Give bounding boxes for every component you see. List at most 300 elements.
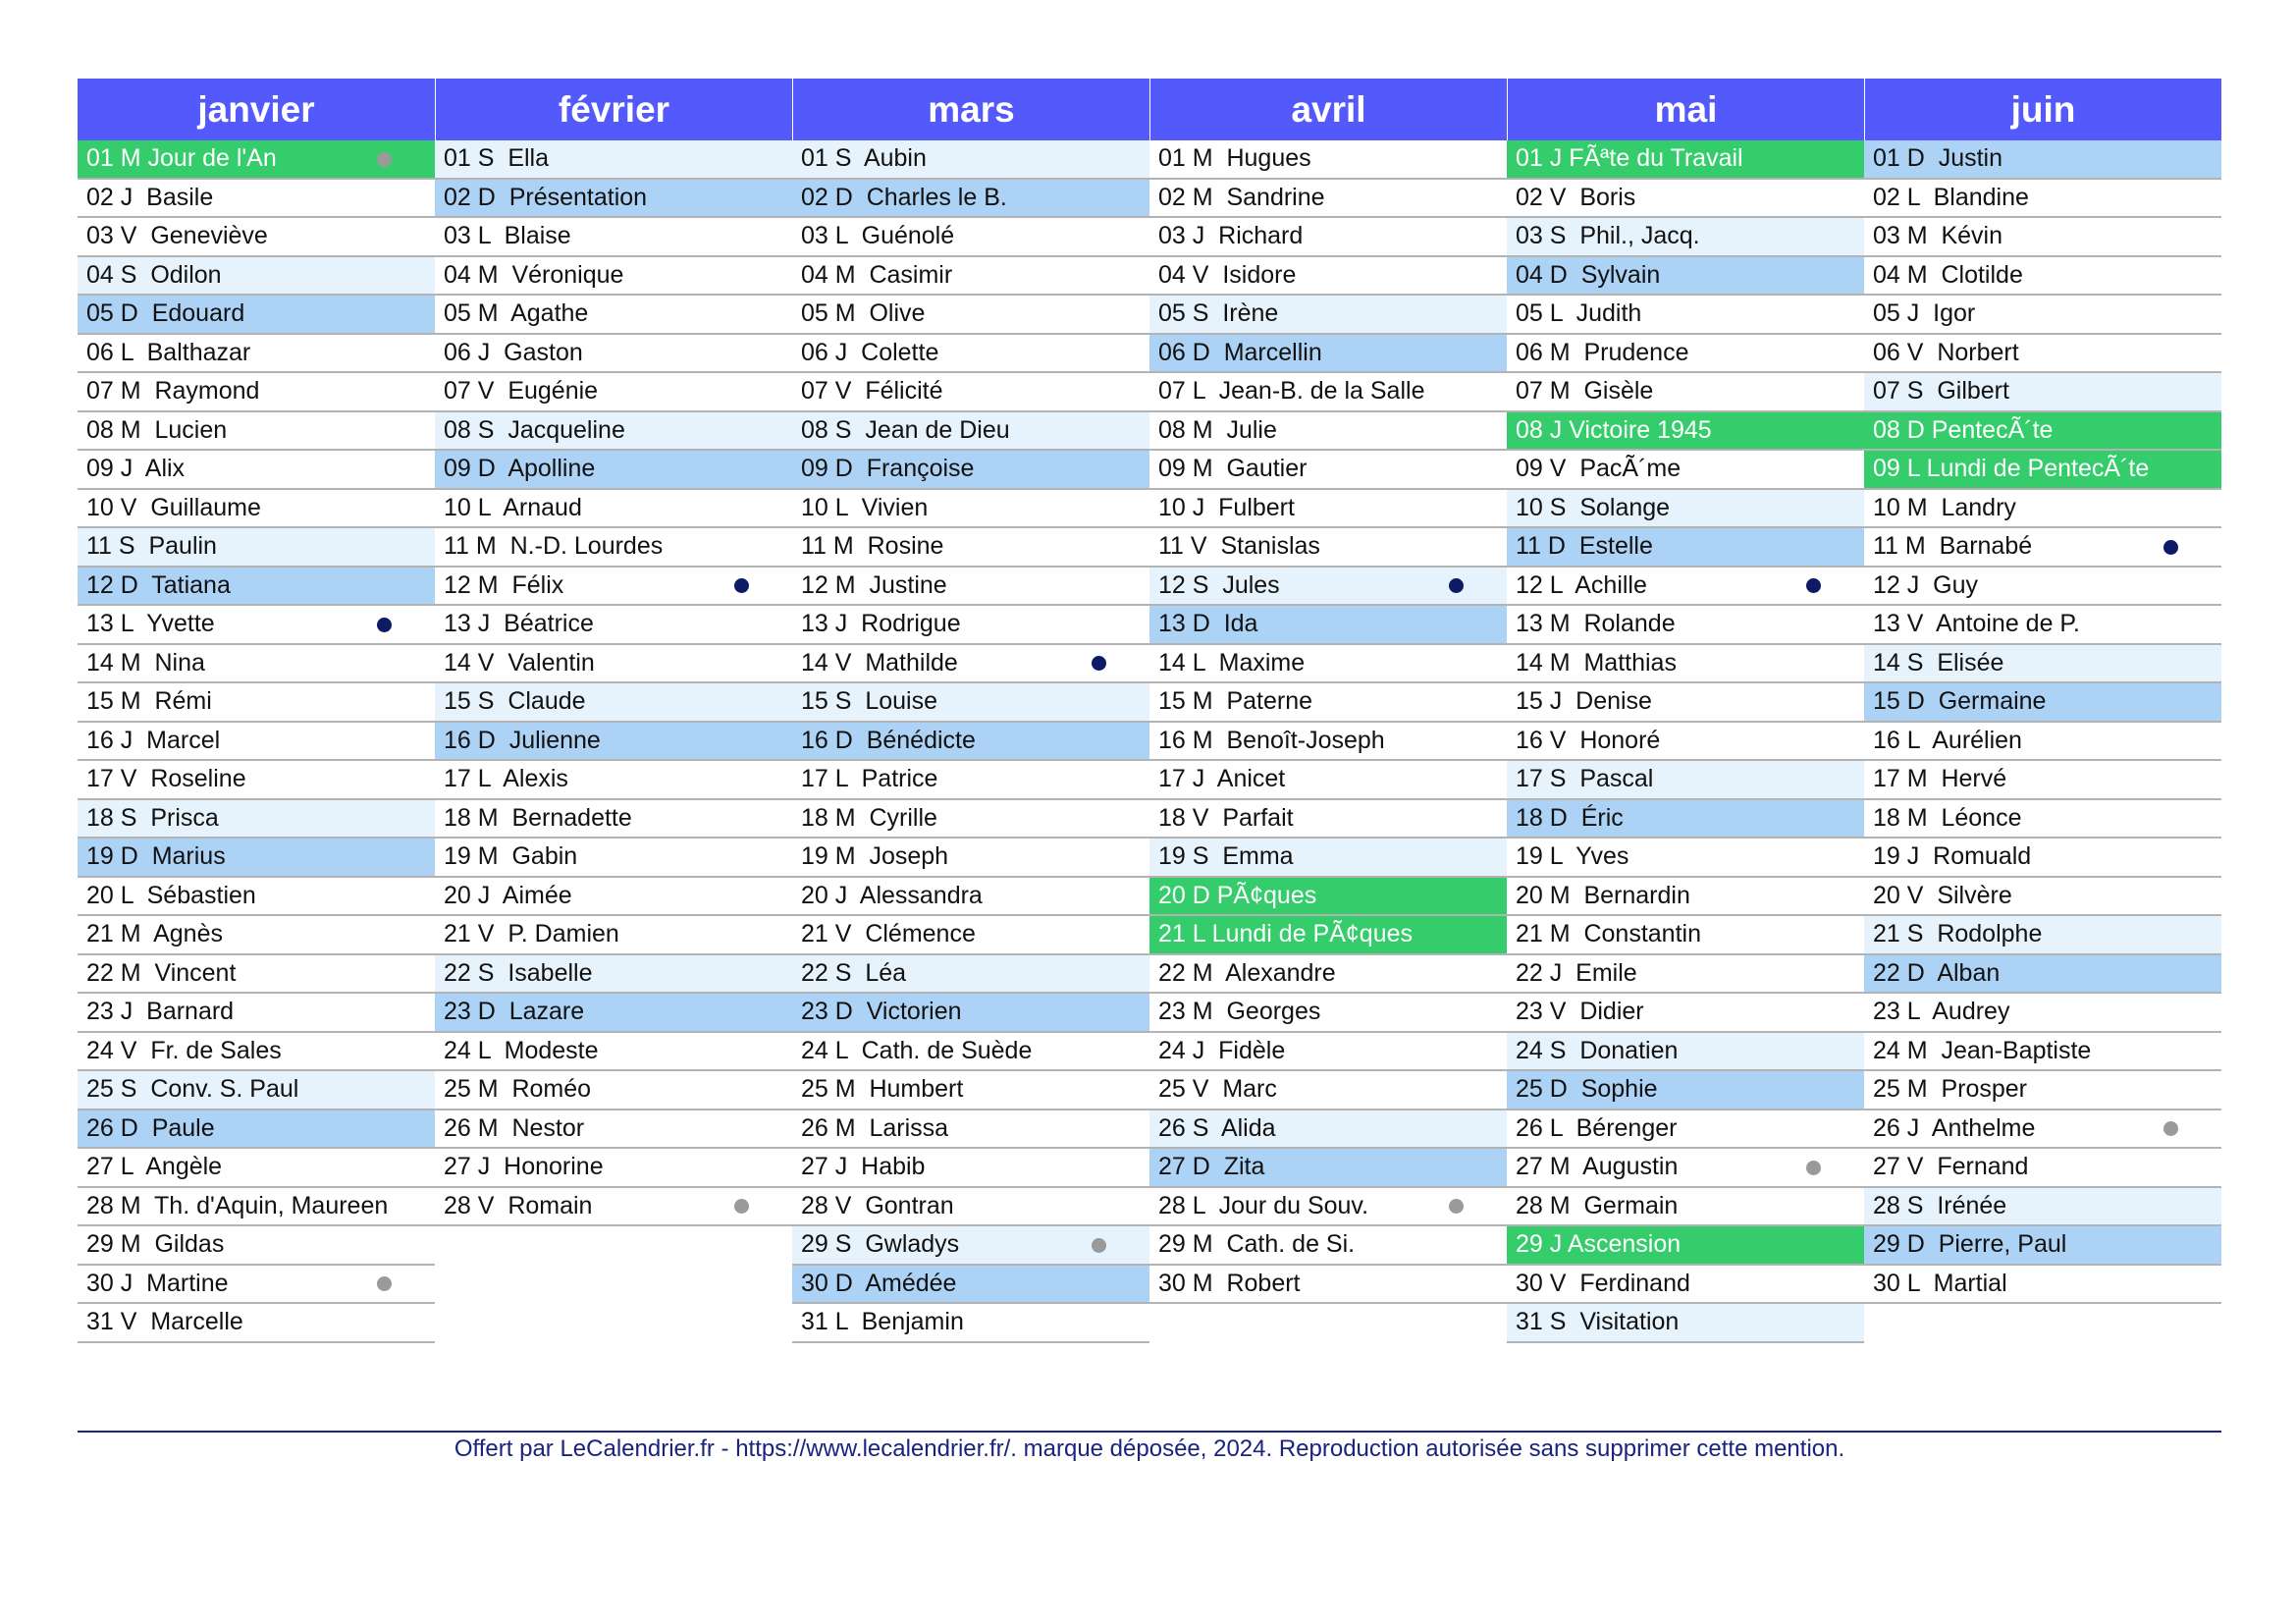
day-row xyxy=(1507,180,1864,217)
day-row xyxy=(1864,451,2221,488)
day-row xyxy=(435,1188,792,1225)
day-row xyxy=(1507,683,1864,721)
day-row xyxy=(1149,1226,1507,1264)
day-row xyxy=(792,1304,1149,1341)
day-label: 24 M Jean-Baptiste xyxy=(1873,1036,2092,1064)
day-label: 19 S Emma xyxy=(1158,842,1294,871)
day-row xyxy=(1864,800,2221,838)
day-label: 15 D Germaine xyxy=(1873,687,2047,716)
full-moon-icon xyxy=(377,1276,392,1291)
day-row xyxy=(1864,140,2221,178)
day-row xyxy=(792,606,1149,643)
full-moon-icon xyxy=(377,152,392,167)
day-label: 13 J Béatrice xyxy=(444,610,594,638)
day-label: 04 S Odilon xyxy=(86,260,222,289)
day-label: 02 D Présentation xyxy=(444,183,648,211)
day-label: 13 D Ida xyxy=(1158,610,1258,638)
day-label: 21 L Lundi de PÃ¢ques xyxy=(1158,920,1414,948)
day-row xyxy=(792,955,1149,993)
day-label: 14 V Valentin xyxy=(444,648,595,677)
day-row xyxy=(1507,490,1864,527)
day-label: 18 M Léonce xyxy=(1873,803,2022,832)
day-row xyxy=(1507,218,1864,255)
day-label: 04 V Isidore xyxy=(1158,260,1297,289)
day-row xyxy=(1507,373,1864,410)
day-row xyxy=(792,1188,1149,1225)
day-label: 09 D Françoise xyxy=(801,455,975,483)
day-row xyxy=(1864,335,2221,372)
day-label: 06 D Marcellin xyxy=(1158,338,1322,366)
day-label: 16 J Marcel xyxy=(86,726,221,754)
day-row xyxy=(1507,606,1864,643)
day-label: 26 J Anthelme xyxy=(1873,1113,2036,1142)
day-label: 15 S Claude xyxy=(444,687,586,716)
day-row xyxy=(1149,878,1507,915)
day-label: 19 M Joseph xyxy=(801,842,949,871)
day-label: 20 M Bernardin xyxy=(1516,881,1690,909)
new-moon-icon xyxy=(377,618,392,632)
day-row xyxy=(1864,1033,2221,1070)
day-row xyxy=(1507,1266,1864,1303)
day-row xyxy=(1864,839,2221,876)
month-header-mars: mars xyxy=(792,79,1149,140)
day-label: 13 V Antoine de P. xyxy=(1873,610,2080,638)
day-label: 18 S Prisca xyxy=(86,803,219,832)
day-row xyxy=(78,800,435,838)
day-label: 20 V Silvère xyxy=(1873,881,2012,909)
full-moon-icon xyxy=(1449,1199,1464,1214)
day-label: 23 V Didier xyxy=(1516,998,1644,1026)
day-row xyxy=(78,1188,435,1225)
day-row xyxy=(78,994,435,1031)
day-label: 02 L Blandine xyxy=(1873,183,2029,211)
day-label: 16 L Aurélien xyxy=(1873,726,2022,754)
day-label: 23 L Audrey xyxy=(1873,998,2010,1026)
day-label: 20 J Alessandra xyxy=(801,881,983,909)
day-row xyxy=(435,412,792,450)
day-label: 18 D Éric xyxy=(1516,803,1624,832)
day-label: 16 D Bénédicte xyxy=(801,726,976,754)
day-row xyxy=(1149,412,1507,450)
day-label: 26 M Nestor xyxy=(444,1113,585,1142)
day-label: 05 M Olive xyxy=(801,299,926,328)
day-row xyxy=(1149,568,1507,605)
day-row xyxy=(1149,1071,1507,1109)
day-row xyxy=(792,1071,1149,1109)
day-row xyxy=(1864,1071,2221,1109)
day-row xyxy=(435,218,792,255)
day-label: 26 M Larissa xyxy=(801,1113,949,1142)
day-row xyxy=(1507,1033,1864,1070)
day-label: 11 M Barnabé xyxy=(1873,532,2033,561)
day-label: 01 D Justin xyxy=(1873,144,2003,173)
day-row xyxy=(1149,800,1507,838)
day-label: 11 V Stanislas xyxy=(1158,532,1320,561)
day-row xyxy=(435,683,792,721)
day-label: 22 J Emile xyxy=(1516,958,1637,987)
day-row xyxy=(1149,1188,1507,1225)
day-row xyxy=(1149,296,1507,333)
day-label: 11 S Paulin xyxy=(86,532,217,561)
day-label: 24 L Cath. de Suède xyxy=(801,1036,1033,1064)
day-row xyxy=(1507,257,1864,295)
day-row xyxy=(792,335,1149,372)
day-label: 20 J Aimée xyxy=(444,881,572,909)
day-row xyxy=(1864,761,2221,798)
day-label: 14 V Mathilde xyxy=(801,648,958,677)
day-label: 13 J Rodrigue xyxy=(801,610,961,638)
day-label: 21 V P. Damien xyxy=(444,920,619,948)
day-row xyxy=(78,140,435,178)
day-label: 13 L Yvette xyxy=(86,610,215,638)
day-label: 24 V Fr. de Sales xyxy=(86,1036,282,1064)
day-row xyxy=(1864,180,2221,217)
day-row xyxy=(78,528,435,566)
day-row xyxy=(435,257,792,295)
day-row xyxy=(1507,568,1864,605)
day-label: 30 D Amédée xyxy=(801,1269,957,1297)
day-label: 01 S Aubin xyxy=(801,144,927,173)
day-label: 11 M N.-D. Lourdes xyxy=(444,532,664,561)
day-row xyxy=(435,1110,792,1148)
day-row xyxy=(435,800,792,838)
day-label: 25 D Sophie xyxy=(1516,1075,1658,1104)
day-label: 30 V Ferdinand xyxy=(1516,1269,1690,1297)
day-label: 27 D Zita xyxy=(1158,1153,1265,1181)
day-label: 14 L Maxime xyxy=(1158,648,1306,677)
day-label: 17 L Alexis xyxy=(444,765,568,793)
day-label: 21 S Rodolphe xyxy=(1873,920,2043,948)
day-label: 01 M Jour de l'An xyxy=(86,144,277,173)
day-row xyxy=(1149,1266,1507,1303)
day-label: 15 M Paterne xyxy=(1158,687,1313,716)
day-row xyxy=(1149,335,1507,372)
day-row xyxy=(1149,723,1507,760)
day-label: 03 J Richard xyxy=(1158,222,1304,250)
day-row xyxy=(78,723,435,760)
day-row xyxy=(1149,606,1507,643)
day-label: 05 M Agathe xyxy=(444,299,589,328)
day-row xyxy=(78,878,435,915)
day-label: 20 D PÃ¢ques xyxy=(1158,881,1317,909)
day-label: 13 M Rolande xyxy=(1516,610,1676,638)
day-row xyxy=(78,296,435,333)
day-label: 27 J Honorine xyxy=(444,1153,604,1181)
day-row xyxy=(1149,916,1507,953)
day-label: 18 M Bernadette xyxy=(444,803,632,832)
new-moon-icon xyxy=(1092,656,1106,671)
day-row xyxy=(435,568,792,605)
day-row xyxy=(792,800,1149,838)
day-label: 05 S Irène xyxy=(1158,299,1279,328)
day-label: 29 M Cath. de Si. xyxy=(1158,1230,1356,1259)
day-row xyxy=(792,490,1149,527)
day-label: 28 V Romain xyxy=(444,1191,593,1219)
day-list xyxy=(1864,140,2221,1302)
day-row xyxy=(1507,1304,1864,1341)
day-row xyxy=(1864,257,2221,295)
day-row xyxy=(792,839,1149,876)
day-row xyxy=(1864,723,2221,760)
day-row xyxy=(1507,994,1864,1031)
day-label: 02 J Basile xyxy=(86,183,214,211)
day-row xyxy=(78,451,435,488)
day-label: 14 S Elisée xyxy=(1873,648,2004,677)
day-row xyxy=(78,180,435,217)
day-label: 19 L Yves xyxy=(1516,842,1629,871)
day-row xyxy=(435,490,792,527)
day-label: 10 V Guillaume xyxy=(86,493,261,521)
day-row xyxy=(792,296,1149,333)
day-row xyxy=(1864,373,2221,410)
day-label: 09 D Apolline xyxy=(444,455,596,483)
day-row xyxy=(78,1110,435,1148)
day-label: 23 M Georges xyxy=(1158,998,1321,1026)
day-label: 21 V Clémence xyxy=(801,920,976,948)
day-label: 15 M Rémi xyxy=(86,687,212,716)
day-label: 03 V Geneviève xyxy=(86,222,268,250)
day-label: 08 D PentecÃ´te xyxy=(1873,415,2054,444)
day-row xyxy=(1149,1110,1507,1148)
day-row xyxy=(435,180,792,217)
day-label: 12 S Jules xyxy=(1158,570,1280,599)
day-row xyxy=(78,839,435,876)
day-list xyxy=(435,140,792,1224)
day-row xyxy=(435,140,792,178)
day-row xyxy=(1864,528,2221,566)
day-row xyxy=(435,1033,792,1070)
day-row xyxy=(78,683,435,721)
day-row xyxy=(1149,645,1507,682)
day-label: 12 D Tatiana xyxy=(86,570,231,599)
day-row xyxy=(435,1149,792,1186)
day-label: 23 D Victorien xyxy=(801,998,962,1026)
full-moon-icon xyxy=(734,1199,749,1214)
day-label: 07 V Eugénie xyxy=(444,377,599,406)
day-label: 02 M Sandrine xyxy=(1158,183,1325,211)
day-label: 31 V Marcelle xyxy=(86,1308,243,1336)
day-label: 27 M Augustin xyxy=(1516,1153,1679,1181)
day-list xyxy=(792,140,1149,1341)
day-label: 20 L Sébastien xyxy=(86,881,256,909)
day-row xyxy=(1149,490,1507,527)
day-row xyxy=(435,335,792,372)
day-label: 28 L Jour du Souv. xyxy=(1158,1191,1369,1219)
day-label: 29 D Pierre, Paul xyxy=(1873,1230,2067,1259)
day-label: 24 L Modeste xyxy=(444,1036,599,1064)
day-label: 16 M Benoît-Joseph xyxy=(1158,726,1385,754)
day-label: 01 J FÃªte du Travail xyxy=(1516,144,1743,173)
day-label: 25 V Marc xyxy=(1158,1075,1277,1104)
day-row xyxy=(1864,955,2221,993)
day-row xyxy=(1149,218,1507,255)
day-label: 26 D Paule xyxy=(86,1113,215,1142)
day-label: 27 J Habib xyxy=(801,1153,926,1181)
day-label: 09 M Gautier xyxy=(1158,455,1308,483)
day-row xyxy=(78,955,435,993)
day-row xyxy=(78,373,435,410)
month-column xyxy=(792,79,1149,1343)
day-row xyxy=(1149,451,1507,488)
day-label: 15 J Denise xyxy=(1516,687,1652,716)
day-label: 04 M Casimir xyxy=(801,260,953,289)
day-row xyxy=(1507,335,1864,372)
day-row xyxy=(1507,1149,1864,1186)
day-row xyxy=(1864,412,2221,450)
day-row xyxy=(1864,916,2221,953)
day-row xyxy=(435,606,792,643)
day-label: 05 J Igor xyxy=(1873,299,1976,328)
day-label: 04 D Sylvain xyxy=(1516,260,1661,289)
day-label: 07 V Félicité xyxy=(801,377,943,406)
day-label: 23 D Lazare xyxy=(444,998,585,1026)
day-row xyxy=(1864,606,2221,643)
day-row xyxy=(435,451,792,488)
day-row xyxy=(435,916,792,953)
day-row xyxy=(1507,761,1864,798)
day-row xyxy=(1149,994,1507,1031)
day-label: 11 M Rosine xyxy=(801,532,944,561)
day-label: 30 J Martine xyxy=(86,1269,229,1297)
calendar-grid xyxy=(78,79,2221,1343)
day-label: 18 V Parfait xyxy=(1158,803,1294,832)
day-label: 17 L Patrice xyxy=(801,765,938,793)
day-row xyxy=(435,955,792,993)
day-label: 08 J Victoire 1945 xyxy=(1516,415,1712,444)
day-label: 06 M Prudence xyxy=(1516,338,1689,366)
day-row xyxy=(792,257,1149,295)
day-row xyxy=(1149,140,1507,178)
day-label: 08 S Jacqueline xyxy=(444,415,625,444)
day-row xyxy=(1149,839,1507,876)
day-label: 31 S Visitation xyxy=(1516,1308,1680,1336)
day-row xyxy=(78,568,435,605)
day-row xyxy=(78,645,435,682)
day-label: 23 J Barnard xyxy=(86,998,235,1026)
day-row xyxy=(78,490,435,527)
day-label: 03 L Guénolé xyxy=(801,222,955,250)
day-label: 10 M Landry xyxy=(1873,493,2016,521)
day-row xyxy=(792,1033,1149,1070)
day-row xyxy=(1864,683,2221,721)
day-label: 19 J Romuald xyxy=(1873,842,2032,871)
day-row xyxy=(792,528,1149,566)
month-column xyxy=(1507,79,1864,1343)
day-label: 22 S Isabelle xyxy=(444,958,593,987)
month-header-janvier: janvier xyxy=(78,79,435,140)
full-moon-icon xyxy=(1806,1161,1821,1175)
day-row xyxy=(78,606,435,643)
day-row xyxy=(792,916,1149,953)
day-label: 04 M Véronique xyxy=(444,260,624,289)
day-row xyxy=(435,373,792,410)
day-row xyxy=(435,994,792,1031)
day-label: 08 M Lucien xyxy=(86,415,228,444)
day-row xyxy=(1507,140,1864,178)
month-column xyxy=(78,79,435,1343)
day-label: 12 J Guy xyxy=(1873,570,1978,599)
day-row xyxy=(792,412,1149,450)
month-header-fevrier: février xyxy=(435,79,792,140)
day-label: 29 S Gwladys xyxy=(801,1230,960,1259)
day-label: 01 S Ella xyxy=(444,144,550,173)
day-row xyxy=(1864,218,2221,255)
new-moon-icon xyxy=(2163,540,2178,555)
day-label: 09 V PacÃ´me xyxy=(1516,455,1682,483)
day-row xyxy=(1507,1226,1864,1264)
day-row xyxy=(435,839,792,876)
day-label: 05 L Judith xyxy=(1516,299,1642,328)
day-row xyxy=(792,451,1149,488)
day-label: 18 M Cyrille xyxy=(801,803,937,832)
month-header-avril: avril xyxy=(1149,79,1507,140)
day-row xyxy=(1149,180,1507,217)
day-label: 25 M Humbert xyxy=(801,1075,964,1104)
day-label: 10 L Vivien xyxy=(801,493,929,521)
day-label: 12 M Félix xyxy=(444,570,564,599)
day-row xyxy=(1864,1188,2221,1225)
day-row xyxy=(792,645,1149,682)
day-row xyxy=(1864,490,2221,527)
day-row xyxy=(792,1149,1149,1186)
day-label: 17 M Hervé xyxy=(1873,765,2007,793)
day-row xyxy=(1507,800,1864,838)
day-label: 03 S Phil., Jacq. xyxy=(1516,222,1700,250)
day-row xyxy=(1864,296,2221,333)
day-row xyxy=(792,140,1149,178)
day-label: 31 L Benjamin xyxy=(801,1308,964,1336)
day-label: 02 D Charles le B. xyxy=(801,183,1007,211)
day-row xyxy=(1507,296,1864,333)
day-label: 17 J Anicet xyxy=(1158,765,1286,793)
day-label: 21 M Agnès xyxy=(86,920,223,948)
day-label: 29 J Ascension xyxy=(1516,1230,1682,1259)
day-label: 27 V Fernand xyxy=(1873,1153,2029,1181)
day-row xyxy=(1507,645,1864,682)
month-header-juin: juin xyxy=(1864,79,2221,140)
day-row xyxy=(1507,412,1864,450)
day-row xyxy=(435,296,792,333)
day-row xyxy=(78,761,435,798)
day-row xyxy=(78,1226,435,1264)
day-row xyxy=(792,878,1149,915)
day-label: 24 J Fidèle xyxy=(1158,1036,1286,1064)
day-label: 03 M Kévin xyxy=(1873,222,2003,250)
day-row xyxy=(1507,451,1864,488)
day-label: 16 V Honoré xyxy=(1516,726,1661,754)
day-row xyxy=(1149,373,1507,410)
day-row xyxy=(1864,1149,2221,1186)
month-column xyxy=(1864,79,2221,1343)
day-row xyxy=(792,373,1149,410)
day-label: 28 S Irénée xyxy=(1873,1191,2007,1219)
day-row xyxy=(1149,257,1507,295)
day-label: 07 M Raymond xyxy=(86,377,260,406)
day-row xyxy=(435,761,792,798)
day-row xyxy=(792,723,1149,760)
day-row xyxy=(78,335,435,372)
day-label: 21 M Constantin xyxy=(1516,920,1701,948)
new-moon-icon xyxy=(1449,578,1464,593)
day-label: 28 M Th. d'Aquin, Maureen xyxy=(86,1191,389,1219)
day-row xyxy=(435,723,792,760)
day-row xyxy=(1149,761,1507,798)
day-label: 22 M Alexandre xyxy=(1158,958,1336,987)
day-label: 25 S Conv. S. Paul xyxy=(86,1075,299,1104)
day-label: 16 D Julienne xyxy=(444,726,601,754)
day-row xyxy=(792,1226,1149,1264)
day-row xyxy=(1149,1033,1507,1070)
